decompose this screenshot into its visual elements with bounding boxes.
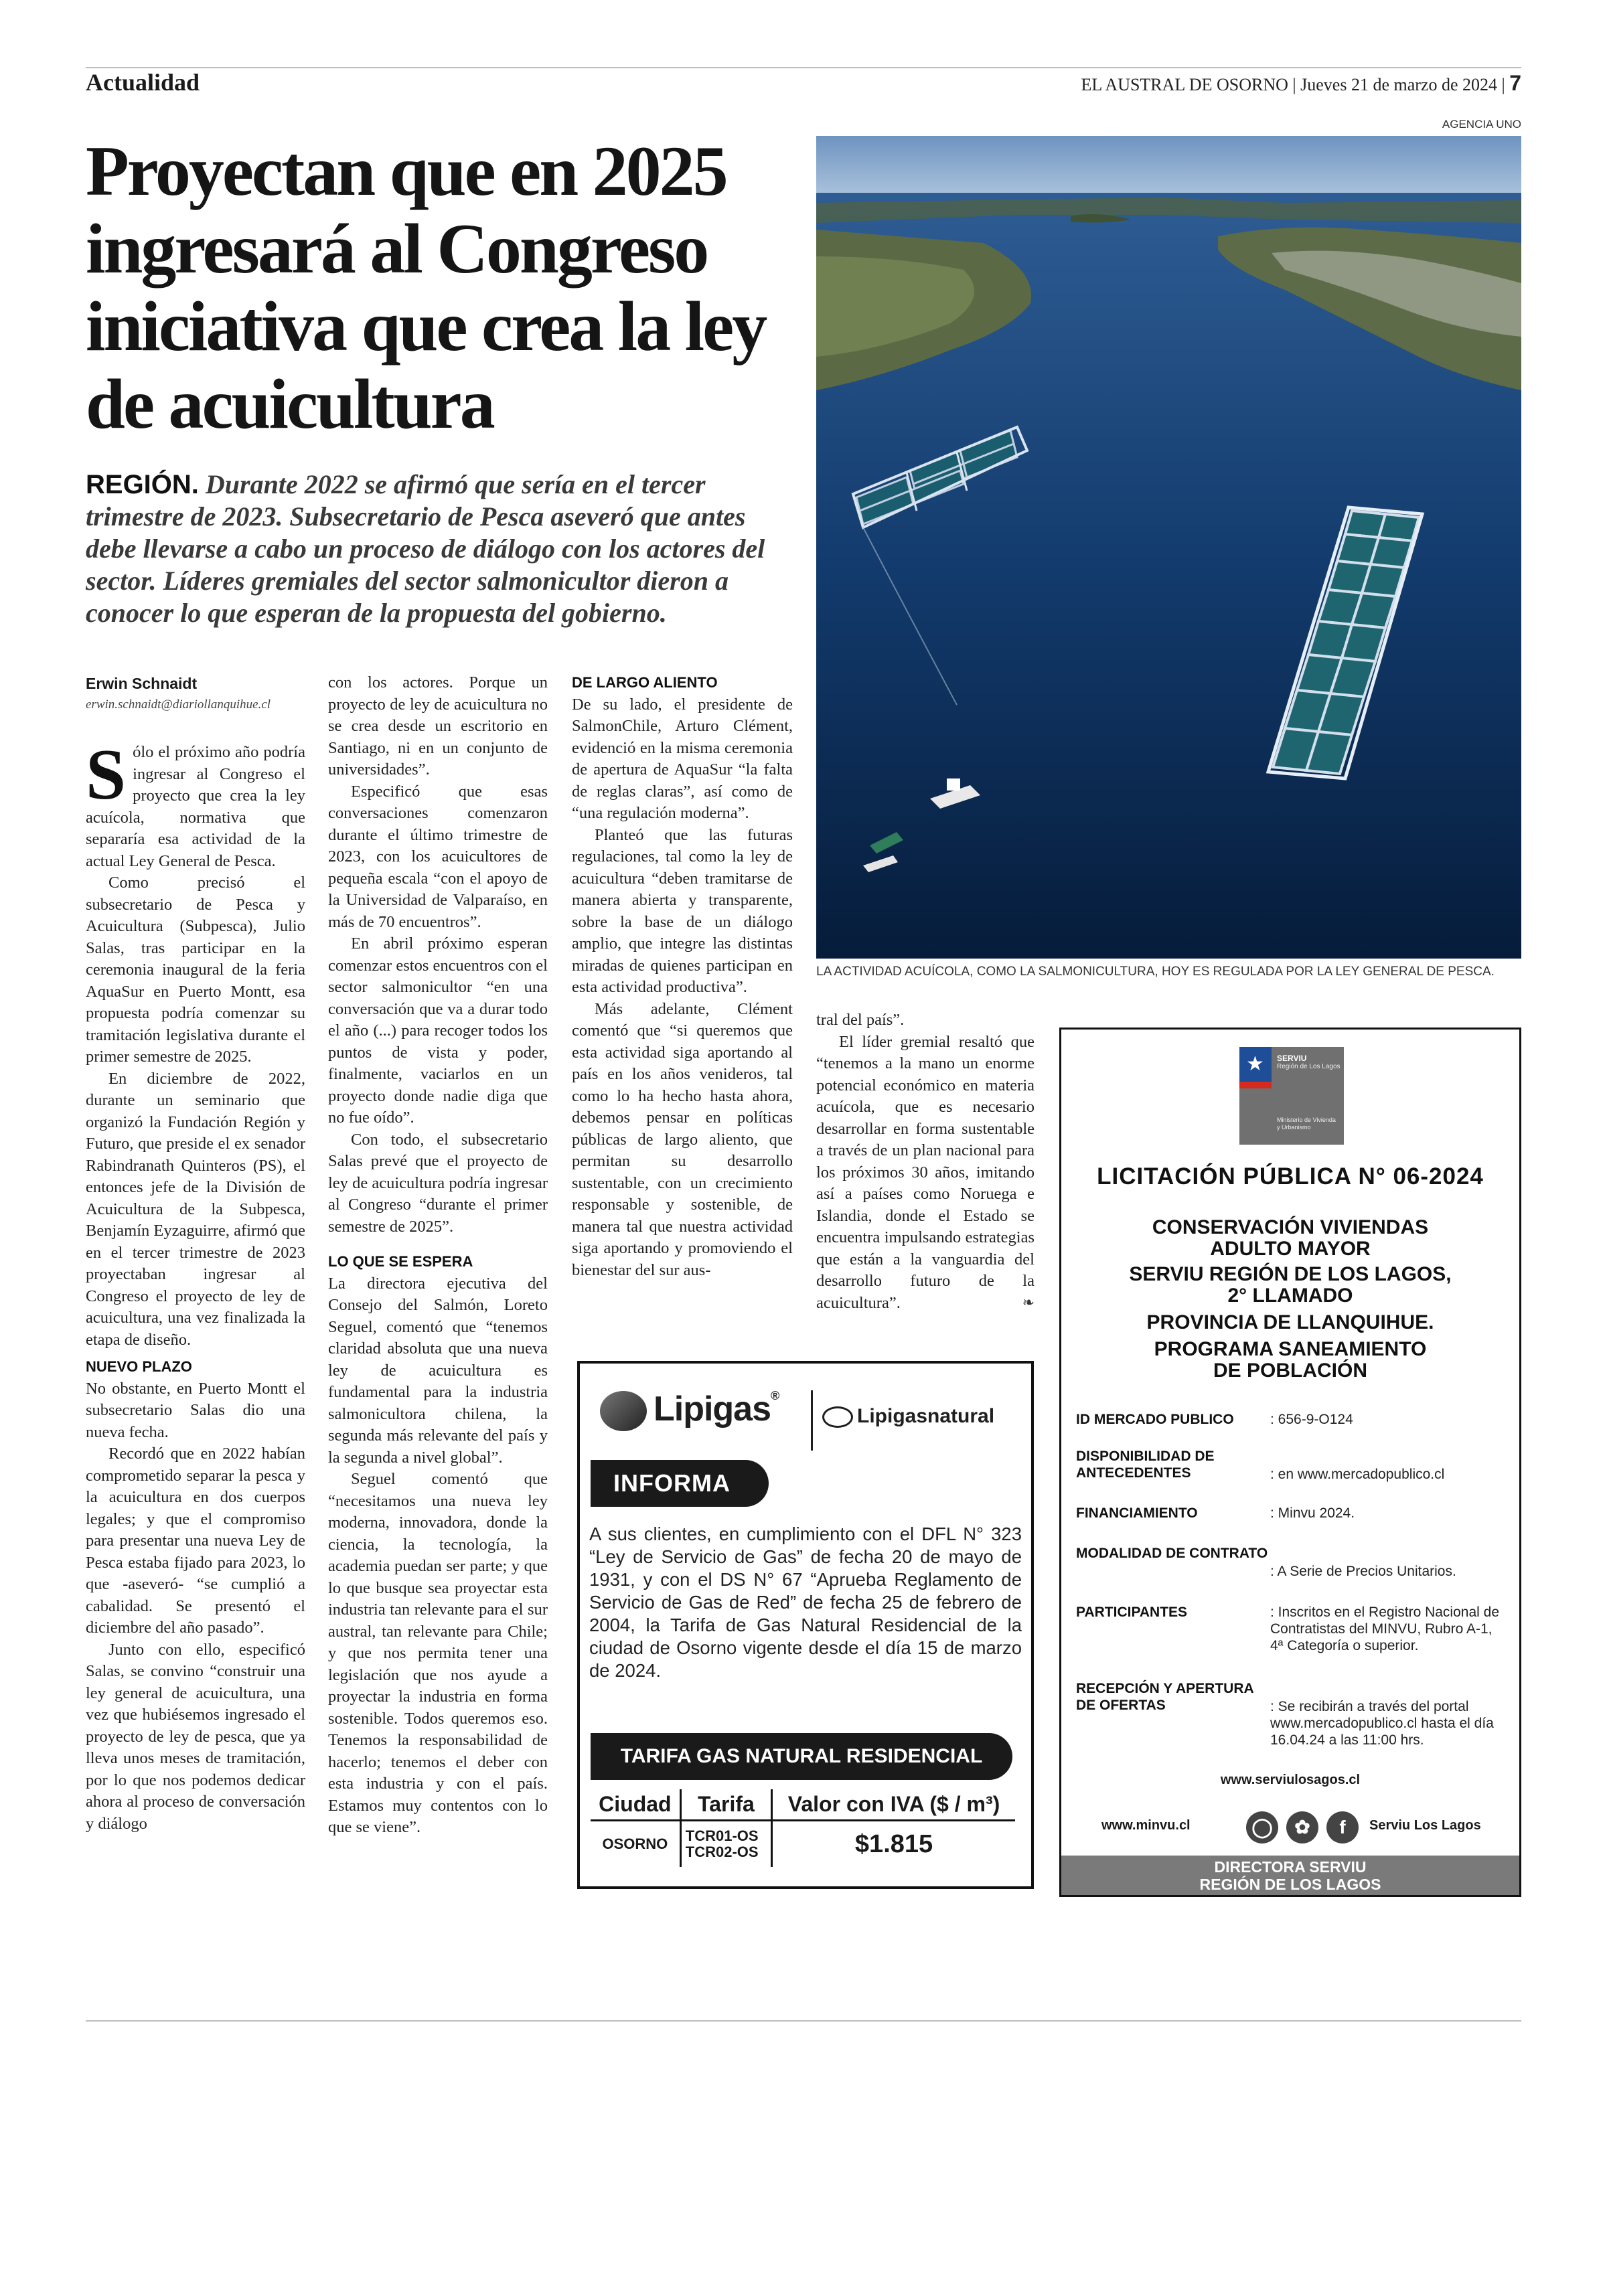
- aquaculture-photo: [816, 136, 1521, 959]
- informa-badge: INFORMA: [591, 1460, 769, 1507]
- paragraph: Como precisó el subsecretario de Pesca y Acuicultura (Subpesca), Julio Salas, tras participar en la ceremonia inaugural de la feria AquaSur en Puerto Montt, esa propuesta podría comenzar su tramitación legislativa durante el primer semestre de 2025.: [86, 874, 305, 1066]
- photo-credit: AGENCIA UNO: [1442, 118, 1521, 131]
- social-handle: Serviu Los Lagos: [1369, 1818, 1481, 1833]
- paragraph: Seguel comentó que “necesitamos una nueva ley moderna, innovadora, donde la ciencia, la tecnología, la academia puedan ser parte; y que lo que busque sea proyectar esta industria tan relevante para el sur austral, tan relevante para Chile; y que nos permita tener una legislación que nos ayude a proyectar la industria en forma sostenible. Todos queremos eso. Tenemos la responsabilidad de hacerlo; tenemos el deber con esta industria y con el país. Estamos muy contentos con lo que se viene”.: [328, 1470, 548, 1836]
- lede-text: Durante 2022 se afirmó que sería en el tercer trimestre de 2023. Subsecretario de Pesca aseveró que antes debe llevarse a cabo un proceso de diálogo con los actores del sector. Líderes gremiales del sector salmonicultor dieron a conocer lo que esperan de la propuesta del gobierno.: [86, 469, 765, 628]
- byline-author: Erwin Schnaidt: [86, 675, 198, 692]
- serviu-logo: ★ SERVIU Región de Los Lagos Ministerio de Vivienda y Urbanismo: [1239, 1047, 1344, 1145]
- newspaper-name: EL AUSTRAL DE OSORNO: [1081, 75, 1288, 94]
- bottom-rule: [86, 2020, 1521, 2022]
- tariff-banner: TARIFA GAS NATURAL RESIDENCIAL: [591, 1733, 1012, 1780]
- minvu-website-link[interactable]: www.minvu.cl: [1101, 1818, 1191, 1833]
- table-cell-city: OSORNO: [602, 1835, 668, 1852]
- issue-date: Jueves 21 de marzo de 2024: [1300, 75, 1497, 94]
- table-cell-tariff: TCR01-OS TCR02-OS: [680, 1821, 771, 1868]
- paragraph: Con todo, el subsecretario Salas prevé que el proyecto de ley de acuicultura podría ingresar al Congreso “durante el primer semestre de 2025”.: [328, 1130, 548, 1236]
- subheading: LO QUE SE ESPERA: [328, 1253, 473, 1270]
- chile-star-icon: ★: [1246, 1053, 1264, 1075]
- lipigas-advertisement: [577, 1361, 1034, 1889]
- table-cell-price: $1.815: [772, 1821, 1015, 1868]
- table-header: Ciudad: [591, 1789, 680, 1821]
- table-header: Tarifa: [680, 1789, 771, 1821]
- paragraph: con los actores. Porque un proyecto de ley de acuicultura no se crea desde un escritorio en Santiago, ni en un conjunto de universidades”.: [328, 673, 548, 778]
- end-mark-icon: ❧: [1022, 1294, 1035, 1311]
- paragraph: De su lado, el presidente de SalmonChile, Arturo Clément, evidenció en la misma ceremonia de apertura de AquaSur “la falta de reglas claras”, así como de “una regulación moderna”.: [572, 695, 793, 822]
- article-column-4: [816, 1009, 1035, 1314]
- article-column-3: [572, 672, 793, 1281]
- lede-kicker: REGIÓN.: [86, 470, 199, 499]
- paragraph: Recordó que en 2022 habían comprometido separar la pesca y la acuicultura en dos cuerpos legales; y que el compromiso para presentar una nueva Ley de Pesca estaba fijado para 2023, lo que -aseveró- “se cumplió a cabalidad. Se presentó el diciembre del año pasado”.: [86, 1445, 305, 1637]
- photo-caption: LA ACTIVIDAD ACUÍCOLA, COMO LA SALMONICULTURA, HOY ES REGULADA POR LA LEY GENERAL DE PESCA.: [816, 965, 1495, 979]
- paragraph: No obstante, en Puerto Montt el subsecretario Salas dio una nueva fecha.: [86, 1379, 305, 1441]
- lipigas-notice-text: A sus clientes, en cumplimiento con el DFL N° 323 “Ley de Servicio de Gas” de fecha 20 de mayo de 1931, y con el DS N° 67 “Aprueba Reglamento de Servicio de Gas de Red” de fecha 25 de febrero de 2004, la Tarifa de Gas Natural Residencial de la ciudad de Osorno vigente desde el día 15 de marzo de 2024.: [589, 1524, 1022, 1681]
- lipigas-logo: Lipigas®: [600, 1389, 779, 1431]
- byline-email[interactable]: erwin.schnaidt@diariollanquihue.cl: [86, 698, 271, 712]
- article-column-1: [86, 735, 305, 1835]
- table-header: Valor con IVA ($ / m³): [772, 1789, 1015, 1821]
- paragraph: En abril próximo esperan comenzar estos encuentros con el sector salmonicultor “en una conversación que va a durar todo el año (...) para recoger todos los puntos de vista y poder, finalmente, vaciarlos en un proyecto donde nadie diga que no fue oído”.: [328, 934, 548, 1127]
- masthead-info: EL AUSTRAL DE OSORNO | Jueves 21 de marzo de 2024 | 7: [1081, 71, 1521, 95]
- article-headline: Proyectan que en 2025 ingresará al Congreso iniciativa que crea la ley de acuicultura: [86, 132, 766, 443]
- article-lede: [86, 469, 789, 629]
- instagram-icon[interactable]: ◯: [1246, 1811, 1278, 1843]
- lipigasnatural-icon: [822, 1406, 853, 1428]
- tender-description: CONSERVACIÓN VIVIENDAS ADULTO MAYOR SERVIU REGIÓN DE LOS LAGOS, 2° LLAMADO PROVINCIA DE LLANQUIHUE. PROGRAMA SANEAMIENTO DE POBLACIÓN: [1129, 1216, 1452, 1382]
- lipigasnatural-logo: Lipigasnatural: [822, 1405, 994, 1428]
- subheading: DE LARGO ALIENTO: [572, 674, 718, 691]
- facebook-icon[interactable]: f: [1326, 1811, 1359, 1843]
- paragraph: Especificó que esas conversaciones comenzaron durante el último trimestre de 2023, con los acuicultores de pequeña escala “con el apoyo de la Universidad de Valparaíso, en más de 70 encuentros”.: [328, 782, 548, 931]
- subheading: NUEVO PLAZO: [86, 1358, 192, 1375]
- paragraph: tral del país”.: [816, 1011, 905, 1029]
- tariff-table: [591, 1789, 1015, 1867]
- section-label: Actualidad: [86, 69, 200, 96]
- serviu-advertisement: ★ SERVIU Región de Los Lagos Ministerio de Vivienda y Urbanismo LICITACIÓN PÚBLICA N° 06-2024 CONSERVACIÓN VIVIENDAS ADULTO MAYOR SERVIU REGIÓN DE LOS LAGOS, 2° LLAMADO PROVINCIA DE LLANQUIHUE. PROGRAMA SANEAMIENTO DE POBLACIÓN ID MERCADO PUBLICO : 656-9-O124 DISPONIBILIDAD DE ANTECEDENTES : en www.mercadopublico.cl FINANCIAMIENTO : Minvu 2024. MODALIDAD DE CONTRATO : A Serie de Precios Unitarios. PARTICIPANTES : Inscritos en el Registro Nacional de Contratistas del MINVU, Rubro A-1, 4ª Categoría o superior. RECEPCIÓN Y APERTURA DE OFERTAS : Se recibirán a través del portal www.mercadopublico.cl hasta el día 16.04.24 a las 11:00 hrs. www.serviulosagos.cl www.minvu.cl ◯ ✿ f Serviu Los Lagos DIRECTORA SERVIU REGIÓN DE LOS LAGOS: [1059, 1028, 1521, 1897]
- paragraph: Junto con ello, especificó Salas, se convino “construir una ley general de acuicultura, una vez que hubiésemos ingresado el proyecto de ley de pesca, que ya lleva unos meses de tramitación, por lo que nos podemos dedicar ahora al proceso de conversación y diálogo: [86, 1640, 305, 1833]
- header-rule: [86, 67, 1521, 68]
- serviu-footer: DIRECTORA SERVIU REGIÓN DE LOS LAGOS: [1061, 1856, 1519, 1895]
- page-number: 7: [1509, 71, 1521, 95]
- paragraph: En diciembre de 2022, durante un seminario que organizó la Fundación Región y Futuro, que preside el ex senador Rabindranath Quinteros (PS), el entonces jefe de la División de Acuicultura de la Subpesca, Benjamín Eyzaguirre, afirmó que en el tercer trimestre de 2023 proyectaban ingresar al Congreso el proyecto de ley de acuicultura, una vez finalizada la etapa de diseño.: [86, 1069, 305, 1349]
- paragraph: Más adelante, Clément comentó que “si queremos que esta actividad siga aportando al país en los años venideros, tal como lo ha hecho hasta ahora, debemos pensar en políticas públicas de largo aliento, que permitan su desarrollo sustentable, con un crecimiento responsable y sostenible, de manera tal que nuestra actividad siga aportando y promoviendo el bienestar del sur aus-: [572, 999, 793, 1279]
- paragraph: La directora ejecutiva del Consejo del Salmón, Loreto Seguel, comentó que “tenemos claridad absoluta que una nueva ley de acuicultura es fundamental para la industria salmonicultora chilena, la segunda más relevante del país y la segunda a nivel global”.: [328, 1274, 548, 1467]
- aerial-salmon-farm-image: [816, 136, 1521, 959]
- drop-cap: S: [86, 735, 127, 815]
- article-column-2: [328, 672, 548, 1839]
- paragraph: Planteó que las futuras regulaciones, tal como la ley de acuicultura “deben tramitarse de manera abierta y transparente, sobre la base de un diálogo amplio, que integre las distintas miradas de quienes participan en esta actividad productiva”.: [572, 825, 793, 996]
- lipigas-flame-icon: [600, 1391, 647, 1431]
- table-row: [591, 1821, 1015, 1868]
- serviu-website-link[interactable]: www.serviulosagos.cl: [1220, 1773, 1361, 1787]
- paragraph: Sólo el próximo año podría ingresar al Congreso el proyecto que crea la ley acuícola, normativa que separaría esa actividad de la actual Ley General de Pesca.: [86, 735, 305, 870]
- tender-title: LICITACIÓN PÚBLICA N° 06-2024: [1097, 1163, 1484, 1190]
- paragraph: El líder gremial resaltó que “tenemos a la mano un enorme potencial económico en materia acuícola, que es necesario desarrollar en forma sustentable a través de un plan nacional para los próximos 30 años, imitando así a países como Noruega e Islandia, donde el Estado se encuentra impulsando estrategias que están a la vanguardia del desarrollo futuro de la acuicultura”. ❧: [816, 1032, 1035, 1315]
- logo-divider: [811, 1390, 813, 1451]
- twitter-icon[interactable]: ✿: [1286, 1811, 1318, 1843]
